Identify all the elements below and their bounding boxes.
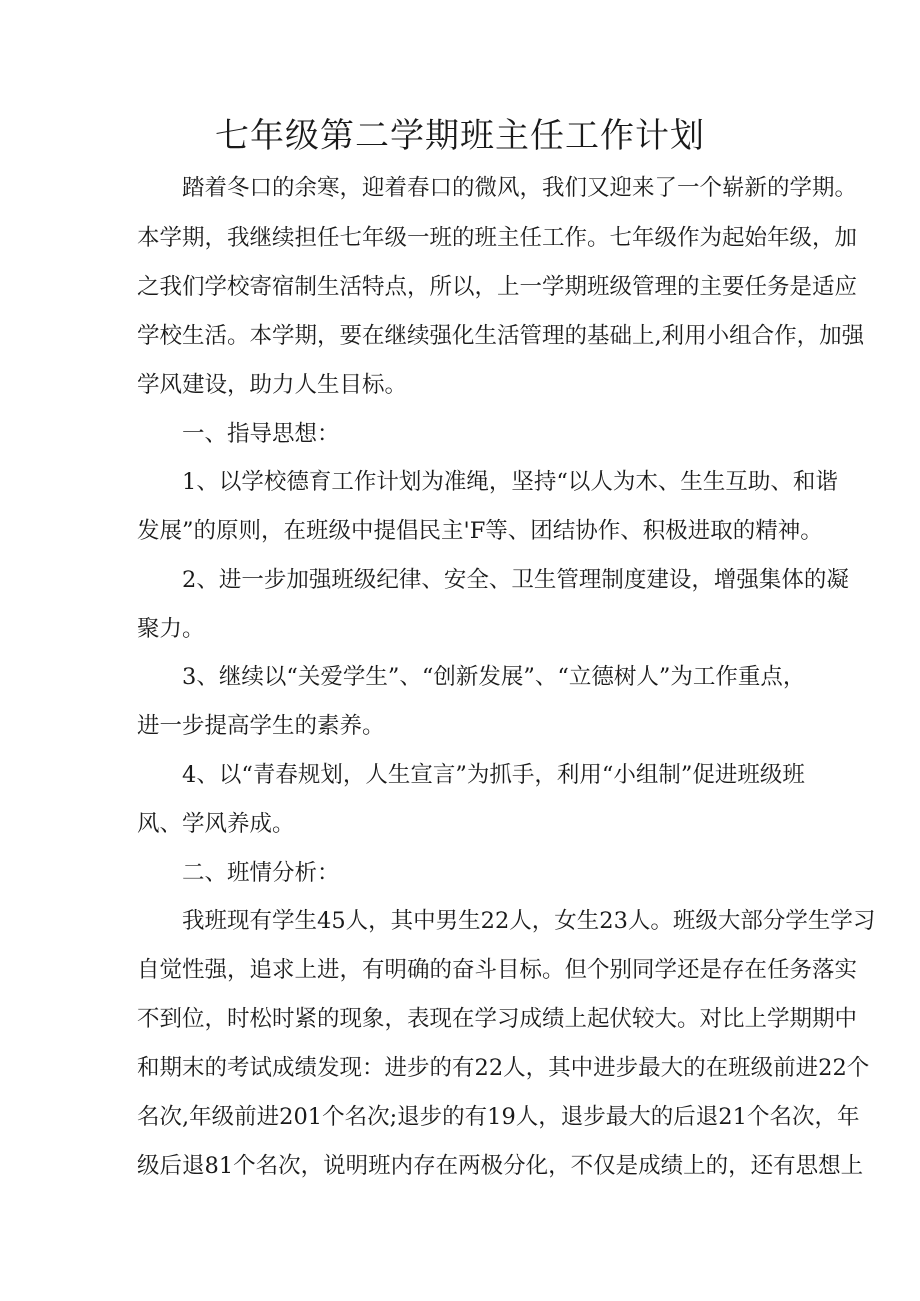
section-heading: 一、指导思想： (182, 421, 340, 447)
text-line: 名次,年级前进201个名次;退步的有19人，退步最大的后退21个名次，年 (137, 1104, 860, 1130)
text-line: 不到位，时松时紧的现象，表现在学习成绩上起伏较大。对比上学期期中 (137, 1006, 858, 1032)
text-line: 学风建设，助力人生目标。 (137, 372, 408, 398)
text-line: 1、以学校德育工作计划为准绳，坚持“以人为木、生生互助、和谐 (182, 469, 838, 495)
text-line: 踏着冬口的余寒，迎着春口的微风，我们又迎来了一个崭新的学期。 (182, 175, 858, 201)
text-line: 2、进一步加强班级纪律、安全、卫生管理制度建设，增强集体的凝 (182, 567, 849, 593)
text-line: 4、以“青春规划，人生宣言”为抓手，利用“小组制”促进班级班 (182, 762, 805, 788)
text-line: 进一步提高学生的素养。 (137, 713, 385, 739)
text-line: 级后退81个名次，说明班内存在两极分化，不仅是成绩上的，还有思想上 (137, 1153, 864, 1179)
text-line: 之我们学校寄宿制生活特点，所以，上一学期班级管理的主要任务是适应 (137, 274, 858, 300)
text-line: 聚力。 (137, 616, 205, 642)
text-line: 风、学风养成。 (137, 811, 295, 837)
text-line: 本学期，我继续担任七年级一班的班主任工作。七年级作为起始年级，加 (137, 225, 858, 251)
section-heading: 二、班情分析： (182, 860, 340, 886)
text-line: 和期末的考试成绩发现：进步的有22人，其中进步最大的在班级前进22个 (137, 1055, 870, 1081)
text-line: 我班现有学生45人，其中男生22人，女生23人。班级大部分学生学习 (182, 908, 876, 934)
text-line: 3、继续以“关爱学生”、“创新发展”、“立德树人”为工作重点， (182, 664, 806, 690)
text-line: 发展”的原则，在班级中提倡民主'F等、团结协作、积极进取的精神。 (137, 518, 823, 544)
text-line: 自觉性强，追求上进，有明确的奋斗目标。但个别同学还是存在任务落实 (137, 957, 858, 983)
document-title: 七年级第二学期班主任工作计划 (215, 116, 705, 156)
text-line: 学校生活。本学期，要在继续强化生活管理的基础上,利用小组合作，加强 (137, 323, 865, 349)
